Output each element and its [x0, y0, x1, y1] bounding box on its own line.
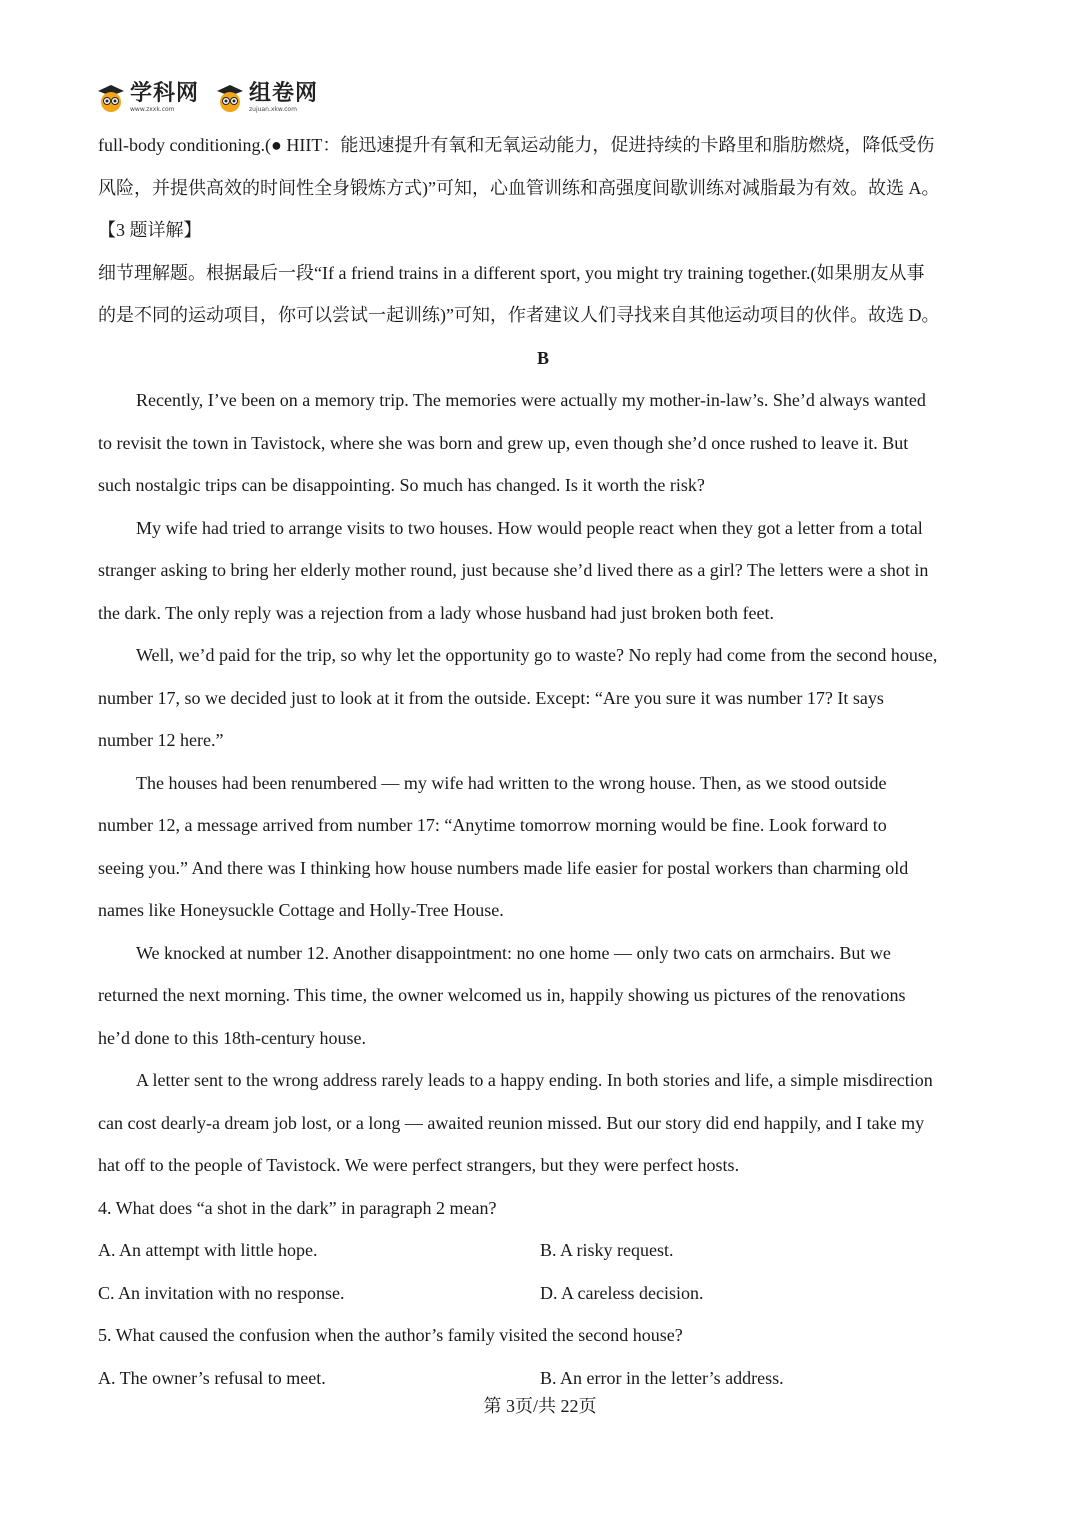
- option-c: C. An invitation with no response.: [98, 1282, 345, 1303]
- page-content: [98, 124, 988, 1399]
- passage-line: number 17, so we decided just to look at it from the outside. Except: “Are you sure it was number 17? It says: [98, 687, 884, 708]
- passage-line: seeing you.” And there was I thinking how house numbers made life easier for postal workers than charming old: [98, 857, 909, 878]
- passage-line: My wife had tried to arrange visits to two houses. How would people react when they got a letter from a total: [136, 517, 923, 538]
- passage-line: returned the next morning. This time, the owner welcomed us in, happily showing us pictures of the renovations: [98, 985, 906, 1005]
- option-a: A. An attempt with little hope.: [98, 1240, 318, 1260]
- section-title: B: [536, 347, 549, 368]
- logo-zujuan: [215, 83, 318, 113]
- passage-line: A letter sent to the wrong address rarely leads to a happy ending. In both stories and life, a simple misdirection: [136, 1070, 933, 1090]
- passage-line: he’d done to this 18th-century house.: [98, 1027, 366, 1048]
- option-b: B. A risky request.: [540, 1240, 674, 1260]
- passage-line: hat off to the people of Tavistock. We were perfect strangers, but they were perfect hosts.: [98, 1155, 740, 1175]
- section-heading: 【3 题详解】: [98, 220, 202, 240]
- page-header: [96, 78, 318, 118]
- passage-line: names like Honeysuckle Cottage and Holly-Tree House.: [98, 900, 504, 920]
- text-line: 风险，并提供高效的时间性全身锻炼方式)”可知，心血管训练和高强度间歇训练对减脂最为有效。故选 A。: [98, 177, 940, 198]
- text-line: full-body conditioning.(● HIIT：能迅速提升有氧和无氧运动能力，促进持续的卡路里和脂肪燃烧，降低受伤: [98, 135, 935, 155]
- passage-line: number 12 here.”: [98, 730, 224, 750]
- passage-line: Well, we’d paid for the trip, so why let the opportunity go to waste? No reply had come from the second house,: [136, 645, 938, 665]
- owl-icon: [96, 83, 126, 113]
- question-stem: 4. What does “a shot in the dark” in paragraph 2 mean?: [98, 1197, 497, 1218]
- passage-line: number 12, a message arrived from number 17: “Anytime tomorrow morning would be fine. Look forward to: [98, 815, 887, 835]
- option-row: [98, 1272, 988, 1315]
- owl-icon: [215, 83, 245, 113]
- logo-url: zujuan.xkw.com: [249, 106, 297, 113]
- logo-name: 学科网: [130, 81, 200, 106]
- question-stem: 5. What caused the confusion when the author’s family visited the second house?: [98, 1325, 683, 1345]
- passage-line: We knocked at number 12. Another disappointment: no one home — only two cats on armchairs. But we: [136, 942, 891, 963]
- logo-zxxk: [96, 83, 199, 113]
- text-line: 细节理解题。根据最后一段“If a friend trains in a different sport, you might try training together.(如果朋友从事: [98, 262, 925, 283]
- option-d: D. A careless decision.: [540, 1282, 704, 1303]
- option-row: [98, 1229, 988, 1272]
- logo-name: 组卷网: [249, 81, 319, 106]
- text-line: 的是不同的运动项目，你可以尝试一起训练)”可知，作者建议人们寻找来自其他运动项目的伙伴。故选 D。: [98, 305, 940, 325]
- logo-url: www.zxxk.com: [130, 106, 175, 113]
- option-a: A. The owner’s refusal to meet.: [98, 1367, 326, 1388]
- option-b: B. An error in the letter’s address.: [540, 1367, 784, 1388]
- passage-line: the dark. The only reply was a rejection from a lady whose husband had just broken both feet.: [98, 602, 774, 623]
- passage-line: Recently, I’ve been on a memory trip. The memories were actually my mother-in-law’s. She’d always wanted: [136, 390, 926, 410]
- passage-line: can cost dearly-a dream job lost, or a long — awaited reunion missed. But our story did end happily, and I take my: [98, 1112, 925, 1133]
- passage-line: to revisit the town in Tavistock, where she was born and grew up, even though she’d once rushed to leave it. But: [98, 432, 909, 453]
- passage-line: The houses had been renumbered — my wife had written to the wrong house. Then, as we stood outside: [136, 772, 887, 793]
- page-number: 第 3页/共 22页: [483, 1396, 597, 1416]
- passage-line: such nostalgic trips can be disappointing. So much has changed. Is it worth the risk?: [98, 475, 705, 495]
- passage-line: stranger asking to bring her elderly mother round, just because she’d lived there as a girl? The letters were a shot in: [98, 560, 929, 580]
